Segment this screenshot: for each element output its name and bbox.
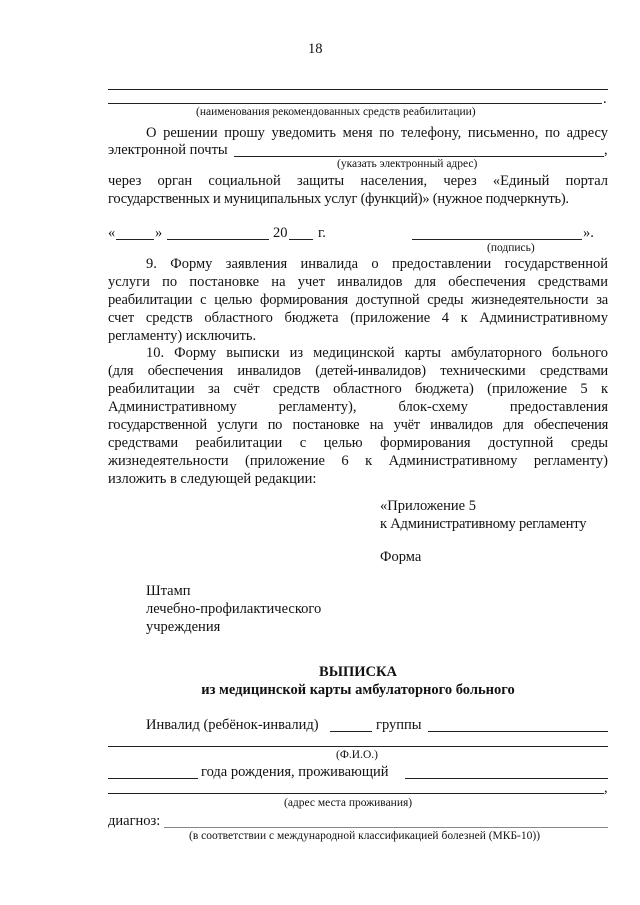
address-caption: (адрес места проживания)	[284, 797, 413, 809]
signature-end: ».	[583, 225, 594, 241]
date-open-quote: «	[108, 225, 116, 241]
rehab-blank-line-2	[108, 103, 602, 104]
fio-caption: (Ф.И.О.)	[336, 749, 378, 761]
rehab-blank-line-1	[108, 89, 608, 90]
item10-line-1: 10. Форму выписки из медицинской карты амбулаторного больного	[146, 345, 608, 361]
item10-line-5: государственной услуги по постановке на учёт инвалидов для обеспечения	[108, 417, 608, 433]
notify-line-3: через орган социальной защиты населения, через «Единый портал	[108, 173, 608, 189]
rehab-end-mark: .	[603, 91, 607, 107]
residence-blank	[405, 778, 608, 779]
rehab-caption: (наименования рекомендованных средств реабилитации)	[196, 106, 476, 118]
item9-line-1: 9. Форму заявления инвалида о предоставлении государственной	[146, 256, 608, 272]
appendix-title: «Приложение 5	[380, 498, 476, 514]
stamp-line-3: учреждения	[146, 619, 221, 635]
notify-email-end: ,	[604, 142, 608, 158]
item10-line-6: средствами реабилитации с целью формирования доступной среды	[108, 435, 608, 451]
birth-label: года рождения, проживающий	[201, 764, 389, 780]
date-month-blank	[167, 239, 269, 240]
diagnosis-label: диагноз:	[108, 813, 161, 829]
signature-blank	[412, 239, 582, 240]
item10-line-4: Административному регламенту), блок-схему предоставления	[108, 399, 608, 415]
email-caption: (указать электронный адрес)	[337, 158, 478, 170]
diagnosis-blank	[164, 827, 608, 828]
date-day-blank	[116, 239, 154, 240]
diagnosis-caption: (в соответствии с международной классификацией болезней (МКБ-10))	[189, 830, 541, 842]
notify-line-4: государственных и муниципальных услуг (функций)» (нужное подчеркнуть).	[108, 191, 569, 207]
item10-line-3: реабилитации за счёт средств областного бюджета) (приложение 5 к	[108, 381, 608, 397]
item9-line-4: счет средств областного бюджета (приложение 4 к Административному	[108, 310, 608, 326]
group-blank	[428, 731, 608, 732]
item9-line-3: реабилитации с целью формирования доступной среды жизнедеятельности за	[108, 292, 608, 308]
date-year-prefix: 20	[273, 225, 288, 241]
group-label: группы	[376, 717, 422, 733]
signature-caption: (подпись)	[487, 242, 535, 254]
stamp-line-1: Штамп	[146, 583, 191, 599]
item10-line-8: изложить в следующей редакции:	[108, 471, 317, 487]
invalid-label: Инвалид (ребёнок-инвалид)	[146, 717, 319, 733]
date-year-blank	[289, 239, 313, 240]
item10-line-7: жизнедеятельности (приложение 6 к Административному регламенту)	[108, 453, 608, 469]
address-end: ,	[604, 780, 608, 796]
fio-blank-line	[108, 746, 608, 747]
date-year-suffix: г.	[318, 225, 326, 241]
birth-year-blank	[108, 778, 198, 779]
extract-subtitle: из медицинской карты амбулаторного больного	[201, 682, 515, 698]
invalid-blank	[330, 731, 372, 732]
item10-line-2: (для обеспечения инвалидов (детей-инвалидов) техническими средствами	[108, 363, 608, 379]
stamp-line-2: лечебно-профилактического	[146, 601, 322, 617]
date-close-quote: »	[155, 225, 163, 241]
item9-line-5: регламенту) исключить.	[108, 328, 257, 344]
notify-email-label: электронной почты	[108, 142, 228, 158]
extract-title: ВЫПИСКА	[319, 664, 397, 680]
page-number: 18	[308, 41, 323, 57]
item9-line-2: услуги по постановке на учет инвалидов для обеспечения средствами	[108, 274, 608, 290]
email-blank-line	[234, 156, 604, 157]
address-blank-line	[108, 793, 604, 794]
notify-line-1: О решении прошу уведомить меня по телефону, письменно, по адресу	[146, 125, 608, 141]
appendix-subtitle: к Административному регламенту	[380, 516, 587, 532]
form-label: Форма	[380, 549, 422, 565]
